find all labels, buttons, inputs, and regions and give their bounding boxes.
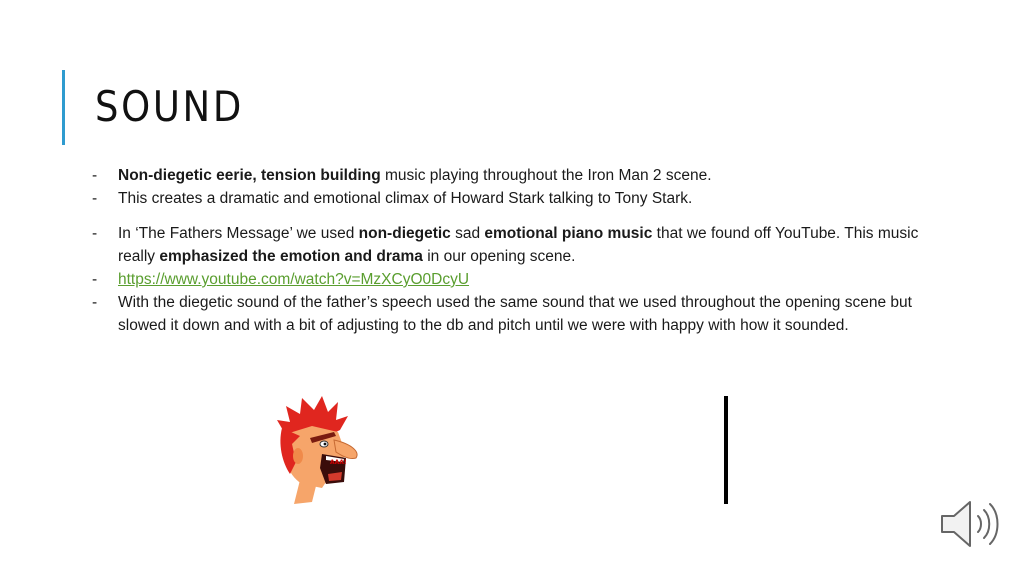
bullet-text: With the diegetic sound of the father’s speech used the same sound that we used throughout the opening scene but slowed it down and with a bit of adjusting to the db and pitch until we were with happy with how it sounded. [118,294,912,334]
bullet-dash: - [92,294,98,311]
bold-text: non-diegetic [358,225,451,242]
bullet-dash: - [92,190,98,207]
speaker-icon[interactable] [938,498,1002,550]
bullet-list [92,164,942,337]
title-accent-bar [62,70,65,145]
bullet-text: This creates a dramatic and emotional climax of Howard Stark talking to Tony Stark. [118,190,693,207]
plain-text: music playing throughout the Iron Man 2 scene. [380,167,712,184]
scream-caption: AAA! [330,459,347,466]
bullet-item [92,291,942,337]
audio-speaker[interactable] [938,498,1002,550]
vertical-divider [724,396,728,504]
youtube-link[interactable]: https://www.youtube.com/watch?v=MzXCyO0DcyU [118,271,470,288]
plain-text: in our opening scene. [422,248,576,265]
bullet-dash: - [92,225,98,242]
bullet-dash: - [92,167,98,184]
bold-text: Non-diegetic eerie, tension building [118,167,381,184]
plain-text: In ‘The Fathers Message’ we used [118,225,359,242]
bullet-item [92,268,942,291]
bullet-text [118,268,942,291]
bullet-item [92,164,942,187]
screaming-cartoon-image [272,392,372,507]
bullet-text [118,164,942,187]
bullet-item [92,187,942,210]
plain-text: that we found off YouTube. This music really [118,225,919,265]
screaming-cartoon-face-icon [272,392,372,507]
bullet-text [118,222,942,268]
bullet-dash: - [92,271,98,288]
slide-title: SOUND [95,82,244,131]
bold-text: emotional piano music [484,225,653,242]
bullet-item [92,222,942,268]
bold-text: emphasized the emotion and drama [159,248,423,265]
plain-text: sad [450,225,485,242]
